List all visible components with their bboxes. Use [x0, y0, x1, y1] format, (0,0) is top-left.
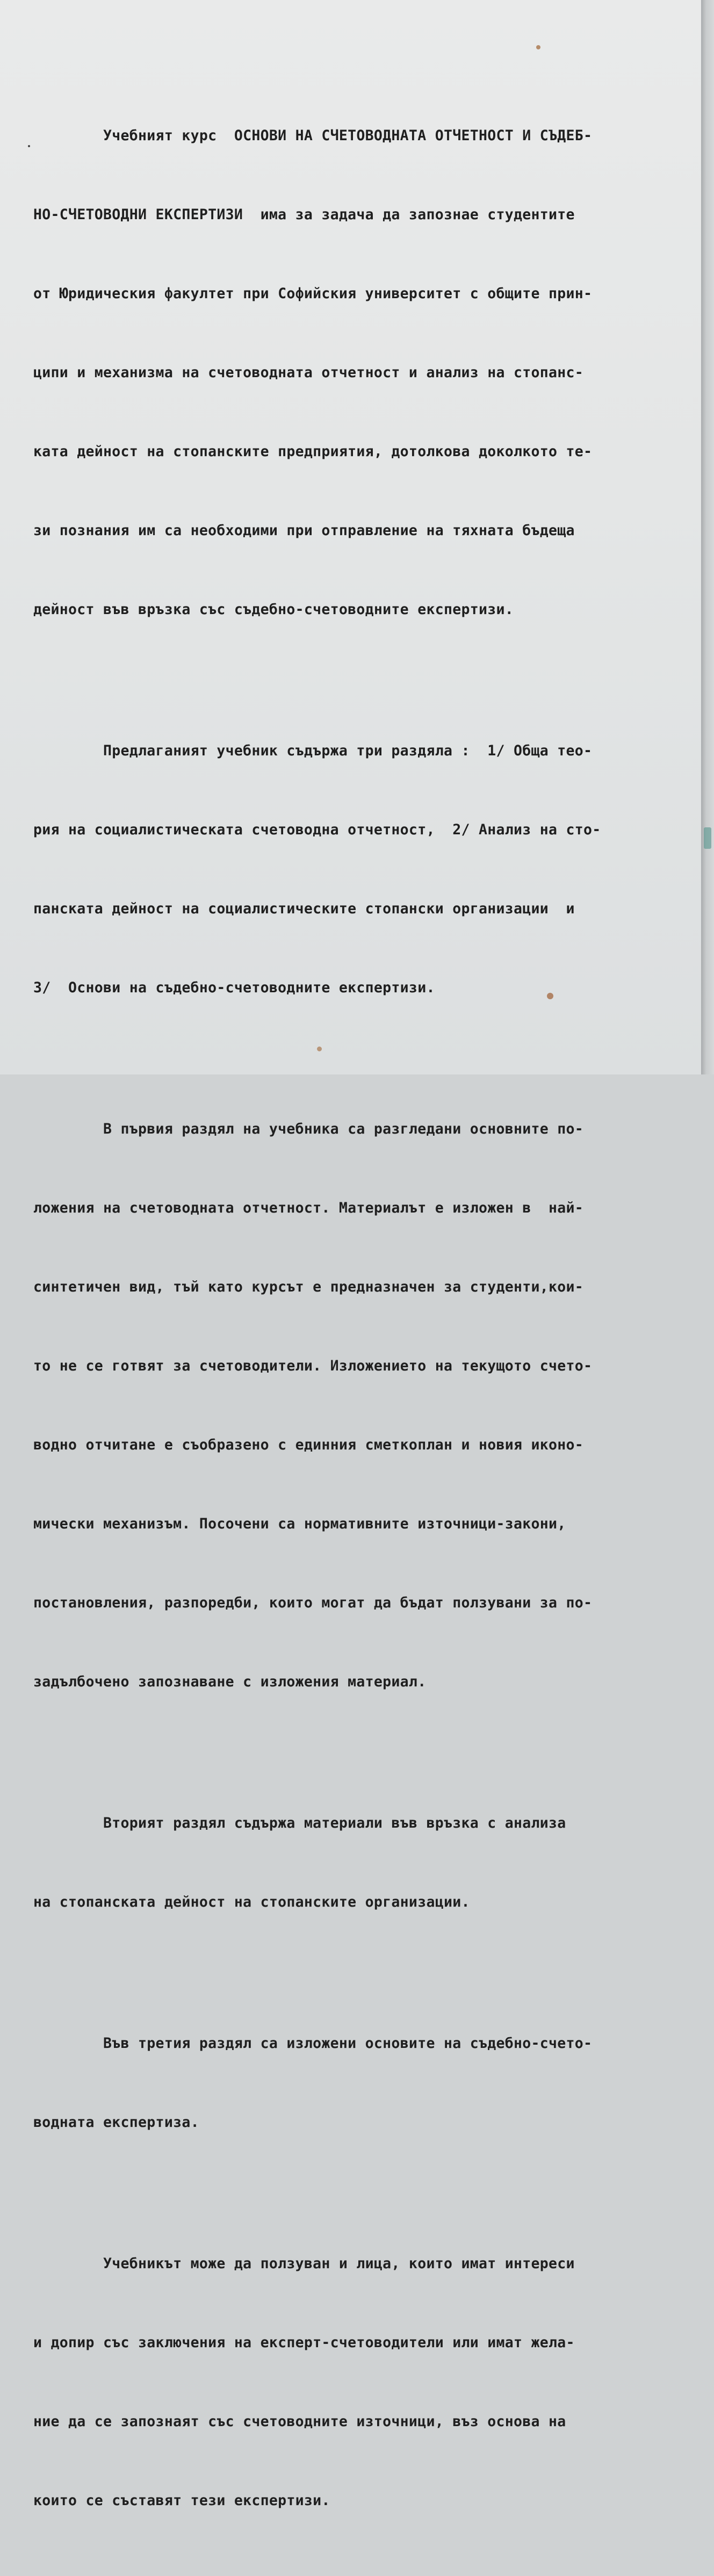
text-line: панската дейност на социалистическите стопански организации и: [33, 900, 575, 917]
text-line: ката дейност на стопанските предприятия, дотолкова доколкото те-: [33, 443, 593, 460]
text-line: водно отчитане е съобразено с единния сметкоплан и новия иконо-: [33, 1437, 584, 1453]
ink-mark: [704, 827, 711, 849]
text-line: ложения на счетоводната отчетност. Материалът е изложен в най-: [33, 1200, 584, 1216]
text-line: НО-СЧЕТОВОДНИ ЕКСПЕРТИЗИ има за задача да запознае студентите: [33, 206, 575, 223]
paragraph-3: [33, 1063, 702, 1748]
text-line: и допир със заключения на експерт-счетоводители или имат жела-: [33, 2334, 575, 2351]
text-line: ципи и механизма на счетоводната отчетност и анализ на стопанс-: [33, 364, 584, 381]
text-line: постановления, разпоредби, които могат да бъдат ползувани за по-: [33, 1594, 593, 1611]
text-line: рия на социалистическата счетоводна отчетност, 2/ Анализ на сто-: [33, 821, 601, 838]
text-line: които се съставят тези експертизи.: [33, 2492, 330, 2509]
text-line: зи познания им са необходими при отправление на тяхната бъдеща: [33, 522, 575, 539]
text-line: Учебникът може да ползуван и лица, които имат интереси: [33, 2255, 575, 2272]
text-line: дейност във връзка със съдебно-счетоводните експертизи.: [33, 601, 514, 618]
paper-stain: [536, 45, 540, 49]
paragraph-2: [33, 685, 702, 1054]
text-line: от Юридическия факултет при Софийския университет с общите прин-: [33, 285, 593, 302]
paragraph-4: [33, 1757, 702, 1968]
text-line: мически механизъм. Посочени са нормативните източници-закони,: [33, 1516, 566, 1532]
page-edge-shadow: [701, 0, 714, 1074]
text-line: задълбочено запознаване с изложения материал.: [33, 1673, 427, 1690]
paragraph-5: [33, 1978, 702, 2188]
ink-dot: [28, 145, 30, 147]
text-line: Във третия раздял са изложени основите на съдебно-счето-: [33, 2035, 593, 2052]
typewritten-text: [33, 70, 702, 2576]
text-line: на стопанската дейност на стопанските организации.: [33, 1894, 470, 1910]
text-line: 3/ Основи на съдебно-счетоводните експертизи.: [33, 979, 435, 996]
text-line: синтетичен вид, тъй като курсът е предназначен за студенти,кои-: [33, 1279, 584, 1295]
text-line: В първия раздял на учебника са разгледани основните по-: [33, 1121, 584, 1137]
text-line: водната експертиза.: [33, 2114, 199, 2131]
text-line: Учебният курс ОСНОВИ НА СЧЕТОВОДНАТА ОТЧЕТНОСТ И СЪДЕБ-: [33, 127, 593, 144]
text-line: Вторият раздял съдържа материали във връзка с анализа: [33, 1815, 566, 1831]
text-line: то не се готвят за счетоводители. Изложението на текущото счето-: [33, 1358, 593, 1374]
text-line: Предлаганият учебник съдържа три раздяла : 1/ Обща тео-: [33, 742, 593, 759]
paragraph-6: [33, 2198, 702, 2566]
text-line: ние да се запознаят със счетоводните източници, въз основа на: [33, 2413, 566, 2430]
paragraph-1: [33, 70, 702, 675]
